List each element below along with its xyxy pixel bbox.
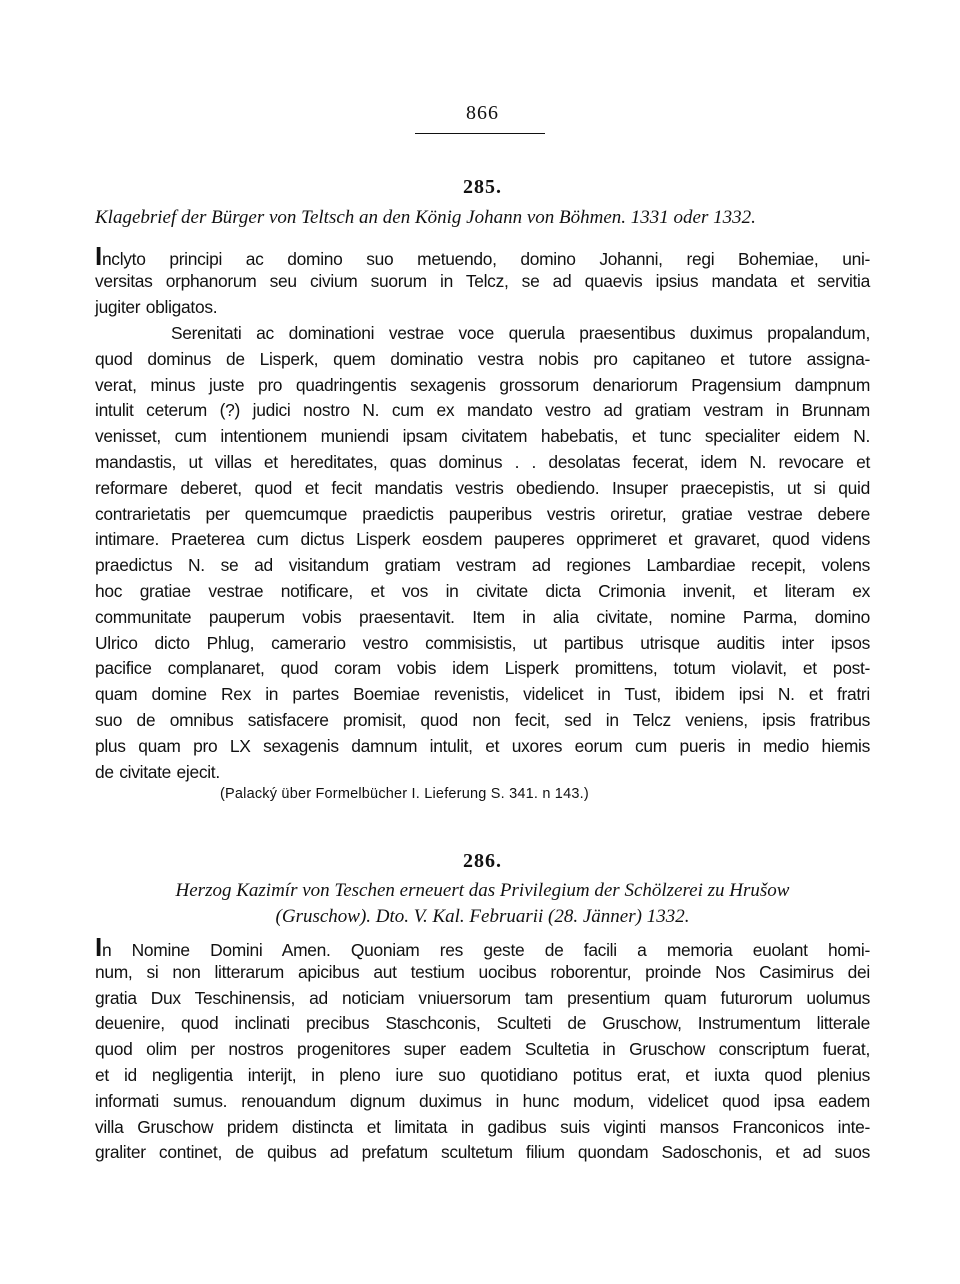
text-line: Inclyto principi ac domino suo metuendo, domino Johanni, regi Bohemiae, uni- [95,241,870,271]
text-line: quod dominus de Lisperk, quem dominatio vestra nobis pro capitaneo et tutore assigna- [95,348,870,369]
text-line: venisset, cum intentionem muniendi ipsam civitatem habebatis, et tunc specialiter eidem N. [95,426,870,447]
text-line: plus quam pro LX sexagenis damnum intulit, et uxores eorum cum pueris in medio hiemis [95,735,870,756]
text-line: deuenire, quod inclinati precibus Staschconis, Sculteti de Gruschow, Instrumentum litterale [95,1013,870,1034]
text-line: intimare. Praeterea cum dictus Lisperk eosdem pauperes opprimeret et gravaret, quod videns [95,529,870,550]
text-line: graliter continet, de quibus ad prefatum scultetum filium quondam Sadoschonis, et ad suos [95,1142,870,1163]
text-line: contrarietatis per quemcumque praedictis pauperibus vestris oriretur, gratiae vestrae debere [95,503,870,524]
text-line: verat, minus juste pro quadringentis sexagenis grossorum denariorum Pragensium dampnum [95,374,870,395]
text-line: Ulrico dicto Phlug, camerario vestro commisistis, ut partibus utrisque auditis inter ipsos [95,632,870,653]
document-title-285: Klagebrief der Bürger von Teltsch an den König Johann von Böhmen. 1331 oder 1332. [95,207,756,228]
document-286-paragraph-1 [95,934,870,1166]
initial-letter: I [95,932,102,962]
text-line: Serenitati ac dominationi vestrae voce querula praesentibus duximus propalandum, [171,323,870,343]
text-line: versitas orphanorum seu civium suorum in Telcz, se ad quaevis ipsius mandata et servitia [95,270,870,291]
text-line: intulit ceterum (?) judici nostro N. cum ex mandato vestro ad gratiam vestram in Brunnam [95,400,870,421]
text-line: reformare deberet, quod et fecit mandatis vestris obediendo. Insuper praecepistis, ut si quid [95,477,870,498]
text-line: pacifice complanaret, quod coram vobis idem Lisperk promittens, totum violavit, et post- [95,658,870,679]
text-line: suo de omnibus satisfacere promisit, quod non fecit, sed in Telcz veniens, ipsis fratribus [95,709,870,730]
title-line: (Gruschow). Dto. V. Kal. Februarii (28. Jänner) 1332. [275,906,690,927]
document-number-285: 285. [463,176,502,198]
document-285-paragraph-2 [95,321,870,785]
text-line: informati sumus. renouandum dignum duximus in hunc modum, videlicet quod ipsa eadem [95,1090,870,1111]
text-line: communitate pauperum vobis praesentavit. Item in alia civitate, nomine Parma, domino [95,606,870,627]
text-line: praedictus N. se ad visitandum gratiam vestram ad regiones Lambardiae recepit, volens [95,555,870,576]
title-line: Herzog Kazimír von Teschen erneuert das Privilegium der Schölzerei zu Hrušow [175,880,790,901]
text-line: et id negligentia interijt, in pleno iure suo quotidiano potitus erat, et iuxta quod plenius [95,1064,870,1085]
text-line: mandastis, ut villas et hereditates, quas dominus . . desolatas fecerat, idem N. revocare et [95,451,870,472]
text-line: hoc gratiae vestrae notificare, et vos in civitate dicta Crimonia invenit, et literam ex [95,580,870,601]
text-line: num, si non litterarum apicibus aut testium uocibus roborentur, proinde Nos Casimirus dei [95,961,870,982]
text-line: gratia Dux Teschinensis, ad noticiam vniuersorum tam presentium quam futurorum uolumus [95,987,870,1008]
text-line: In Nomine Domini Amen. Quoniam res geste de facili a memoria euolant homi- [95,932,870,962]
text-line: quam domine Rex in partes Boemiae revenistis, videlicet in Tust, ibidem ipsi N. et fratri [95,684,870,705]
document-title-286 [95,878,870,930]
page-number: 866 [466,102,499,124]
text-line: jugiter obligatos. [95,296,218,317]
source-citation: (Palacký über Formelbücher I. Lieferung S. 341. n 143.) [220,786,589,802]
text-line: quod olim per nostros progenitores super eadem Scultetia in Gruschow conscriptum fuerat, [95,1039,870,1060]
header-rule [415,133,545,134]
text-line: villa Gruschow pridem distincta et limitata in gadibus suis viginti mansos Franconicos inte- [95,1116,870,1137]
initial-letter: I [95,241,102,271]
document-number-286: 286. [463,850,502,872]
text-line: de civitate ejecit. [95,761,220,782]
document-285-paragraph-1 [95,243,870,320]
